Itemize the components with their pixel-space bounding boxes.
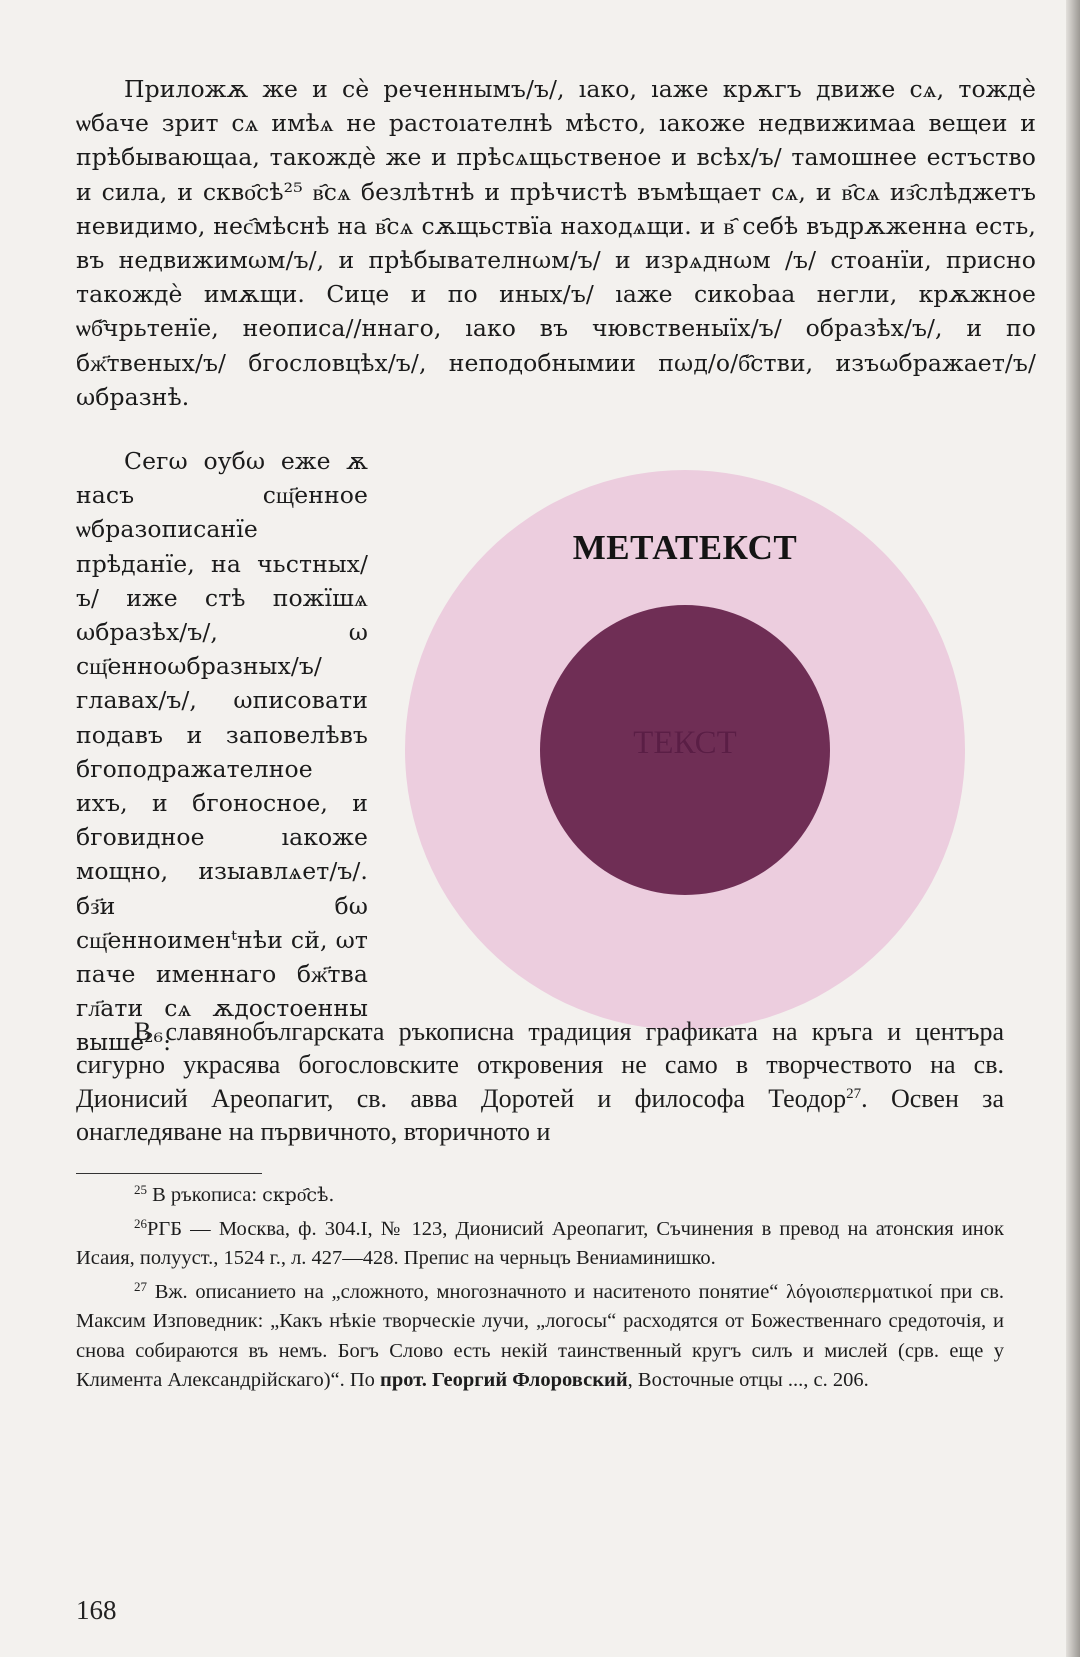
slavonic-text: Приложѫ же и сѐ реченнымъ/ъ/, ıако, ıаже крѫгъ движе сѧ, тождѐ ѡбаче зрит сѧ имѣѧ не растоıателнѣ мѣсто, ıакоже недвижимаа вещеи и прѣбывающаа, такождѐ же и прѣсѧщьственое и всѣх/ъ/ тамошнее естъство и сила, и скво҄сѣ²⁵ в҄сѧ безлѣтнѣ и прѣчистѣ въмѣщает сѧ, и в҄сѧ из҄слѣджетъ невидимо, нес҄мѣснѣ на в҄сѧ сѫщьствїа находѧщи. и в҄ себѣ въдрѫженна есть, въ недвижимωм/ъ/, и прѣбывателнωм/ъ/ и изрѧднωм /ъ/ стоанїи, присно такождѐ имѫщи. Сице и по иных/ъ/ ıаже сикоbаа негли, крѫжное ѡб҄чрьтенїе, неописа//ннаго, ıако въ чювственыїх/ъ/ образѣх/ъ/, и по бж҃твеных/ъ/ бгословцѣх/ъ/, неподобнымии пωд/о/б҄стви, изъωбражает/ъ/ ωбразнѣ. <box>76 75 1036 411</box>
footnote-text: РГБ — Москва, ф. 304.I, № 123, Дионисий Ареопагит, Съчинения в превод на атонския инок Исаия, полууст., 1524 г., л. 427—428. Препис на черньцъ Вениаминишко. <box>76 1217 1004 1269</box>
slavonic-paragraph-top <box>76 72 1036 414</box>
slavonic-paragraph-left-column <box>76 444 368 1060</box>
footnote-25 <box>76 1181 1004 1211</box>
footnote-text: В ръкописа: <box>152 1184 263 1206</box>
footnotes <box>76 1181 1004 1400</box>
footnote-ref-27[interactable]: 27 <box>846 1085 862 1102</box>
text-label: ТЕКСТ <box>633 725 737 761</box>
metatext-label: МЕТАТЕКСТ <box>572 528 798 567</box>
footnote-text-cont: , Восточные отцы ..., с. 206. <box>627 1369 869 1391</box>
main-paragraph-text-cont: . Освен за онагледяване на първичното, вторичното и <box>76 1083 1004 1147</box>
footnote-author: прот. Георгий Флоровский <box>380 1369 628 1391</box>
footnote-number: 26 <box>134 1215 147 1231</box>
footnote-number: 27 <box>134 1278 147 1294</box>
footnote-number: 25 <box>134 1182 147 1197</box>
footnote-26 <box>76 1215 1004 1274</box>
metatext-text-diagram <box>405 470 1005 1030</box>
main-paragraph <box>76 1015 1004 1149</box>
page-edge <box>1066 0 1080 1657</box>
slavonic-text: Сегω оубω еже ѫ насъ сщ҃енное ѡбразописанїе прѣданїе, на чьстных/ъ/ иже стѣ пожїшѧ ωбразѣх/ъ/, ω сщ҃енноωбразных/ъ/ главах/ъ/, ωписовати подавъ и заповелѣвъ бгоподражателное ихъ, и бгоносное, и бговидное ıакоже мощно, изыавлѧет/ъ/. бз҃и бω сщ҃енноименᵗнѣи сй, ωт паче именнаго бж҃тва гл҃ати сѧ ѫдостоенны выше²⁶: <box>76 447 368 1057</box>
main-paragraph-text: В славянобългарската ръкописна традиция графиката на кръга и центъра сигурно украсява богословските откровения не само в творчеството на св. Дионисий Ареопагит, св. авва Доротей и философа Теодор <box>76 1017 1004 1113</box>
footnote-slavonic-word: скро҄сѣ. <box>262 1184 335 1206</box>
footnote-27 <box>76 1278 1004 1396</box>
footnote-text: Вж. описанието на „сложното, многозначното и наситеното понятие“ λόγοισπερματικοί при св. Максим Изповедник: „Какъ нѣкіе творческіе лучи, „логосы“ расходятся от Божественнаго средоточія, и снова собираются въ немъ. Богъ Слово есть некій таинственный кругъ силъ и мислей (срв. еще у Климента Александрійскаго)“. По <box>76 1280 1004 1391</box>
footnote-separator <box>76 1173 262 1174</box>
page-number: 168 <box>76 1595 117 1625</box>
